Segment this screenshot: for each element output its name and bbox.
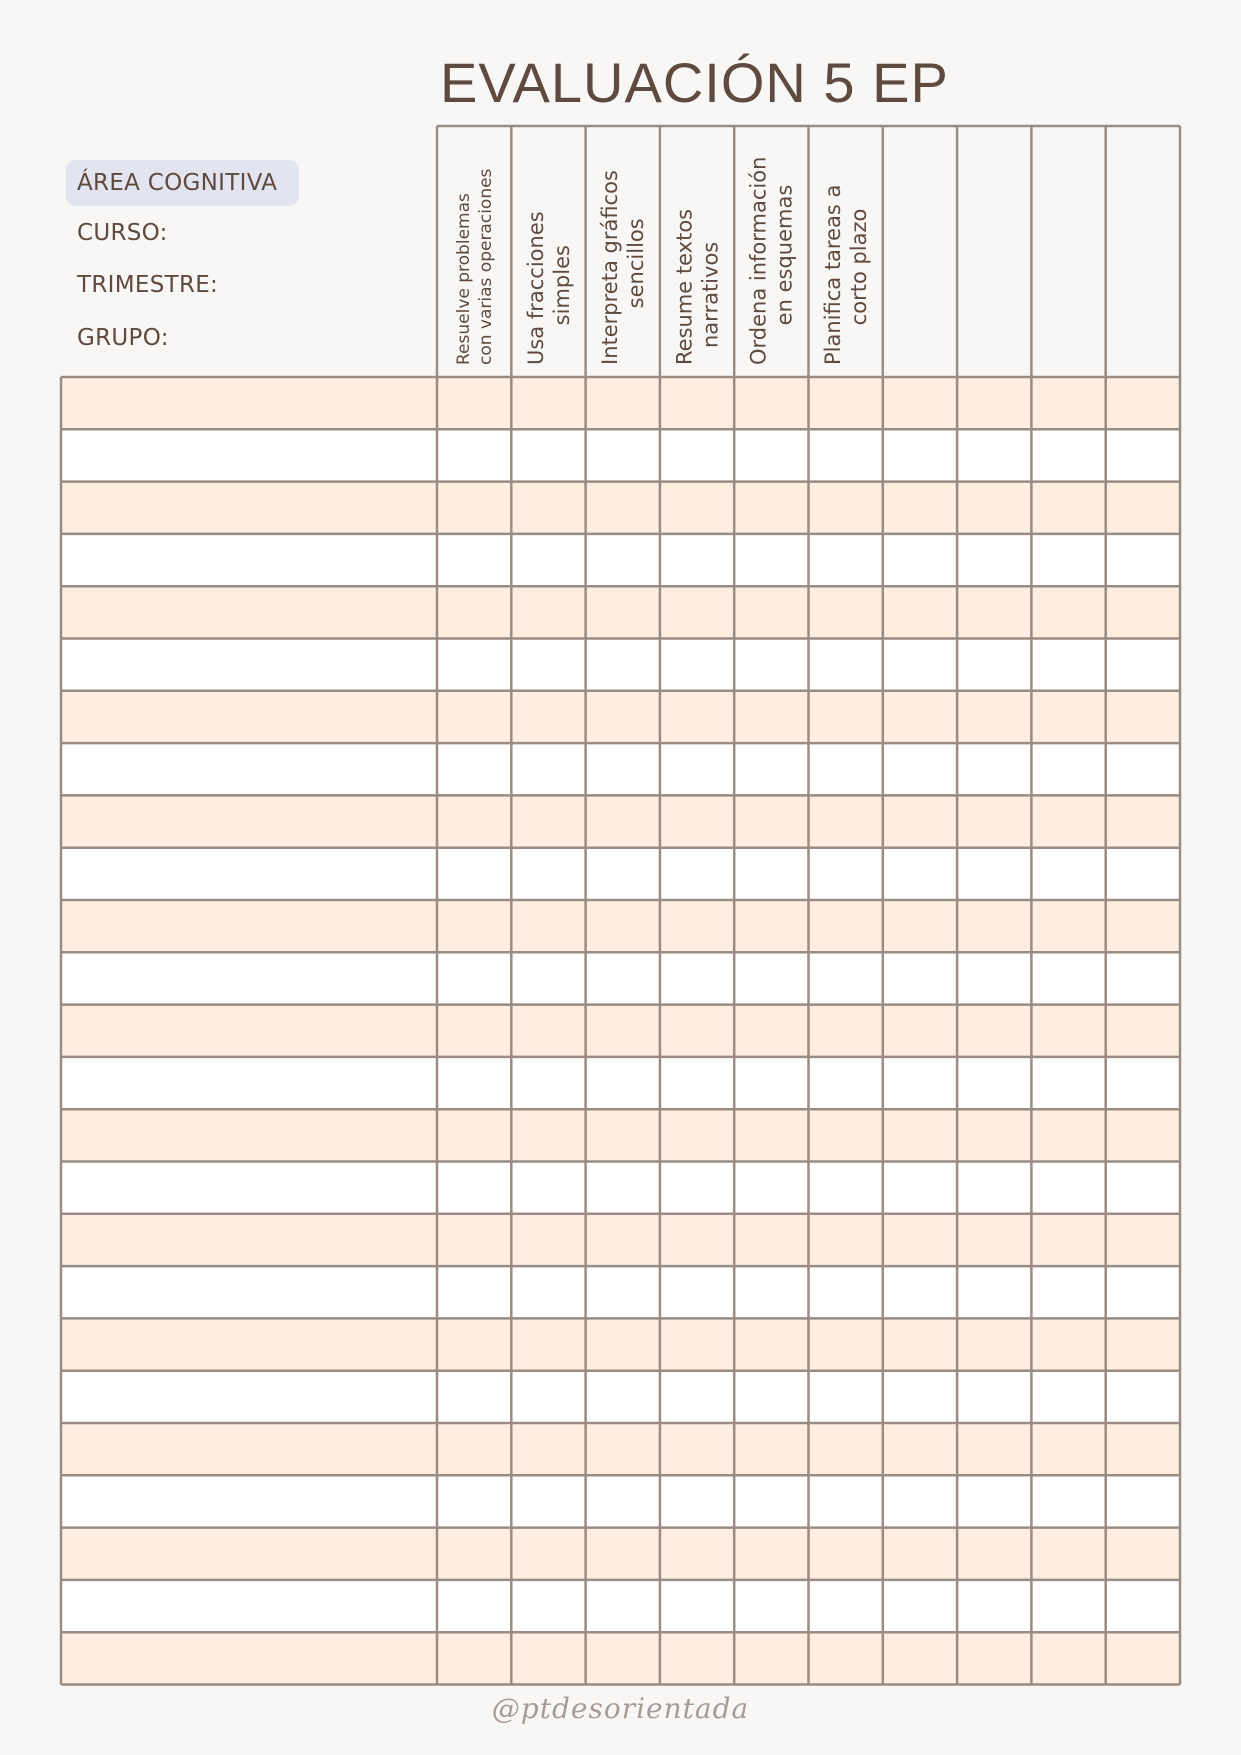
student-row[interactable] bbox=[61, 1266, 1180, 1318]
student-row[interactable] bbox=[61, 1632, 1180, 1684]
criterion-label: Ordena información bbox=[746, 156, 771, 365]
student-row[interactable] bbox=[61, 1423, 1180, 1475]
student-row[interactable] bbox=[61, 795, 1180, 847]
footer-handle: @ptdesorientada bbox=[491, 1692, 750, 1725]
student-row[interactable] bbox=[61, 1057, 1180, 1109]
student-row[interactable] bbox=[61, 952, 1180, 1004]
area-badge: ÁREA COGNITIVA bbox=[66, 160, 299, 206]
student-row[interactable] bbox=[61, 900, 1180, 952]
criterion-label: narrativos bbox=[698, 241, 723, 348]
criterion-label: Resuelve problemas bbox=[454, 193, 475, 365]
student-row[interactable] bbox=[61, 639, 1180, 691]
criterion-label: con varias operaciones bbox=[476, 168, 497, 365]
student-row[interactable] bbox=[61, 691, 1180, 743]
student-row[interactable] bbox=[61, 1371, 1180, 1423]
student-row[interactable] bbox=[61, 848, 1180, 900]
student-row[interactable] bbox=[61, 586, 1180, 638]
student-row[interactable] bbox=[61, 377, 1180, 429]
student-row[interactable] bbox=[61, 482, 1180, 534]
term-label: TRIMESTRE: bbox=[77, 272, 219, 298]
student-row[interactable] bbox=[61, 429, 1180, 481]
student-row[interactable] bbox=[61, 1318, 1180, 1370]
criterion-label: corto plazo bbox=[847, 208, 871, 326]
criterion-label: Interpreta gráficos bbox=[598, 170, 623, 365]
student-row[interactable] bbox=[61, 1214, 1180, 1266]
student-row[interactable] bbox=[61, 1528, 1180, 1580]
student-row[interactable] bbox=[61, 1475, 1180, 1527]
criterion-label: simples bbox=[549, 245, 574, 326]
student-row[interactable] bbox=[61, 1580, 1180, 1632]
criterion-label: en esquemas bbox=[772, 184, 797, 326]
page-title: EVALUACIÓN 5 EP bbox=[440, 51, 949, 114]
group-label: GRUPO: bbox=[77, 325, 169, 351]
student-row[interactable] bbox=[61, 534, 1180, 586]
student-row[interactable] bbox=[61, 1005, 1180, 1057]
student-row[interactable] bbox=[61, 1109, 1180, 1161]
student-row[interactable] bbox=[61, 743, 1180, 795]
criterion-label: Usa fracciones bbox=[523, 211, 548, 365]
criterion-label: Planifica tareas a bbox=[821, 184, 845, 365]
course-label: CURSO: bbox=[77, 220, 168, 246]
criterion-label: sencillos bbox=[624, 218, 649, 309]
criterion-label: Resume textos bbox=[672, 208, 697, 365]
student-row[interactable] bbox=[61, 1162, 1180, 1214]
